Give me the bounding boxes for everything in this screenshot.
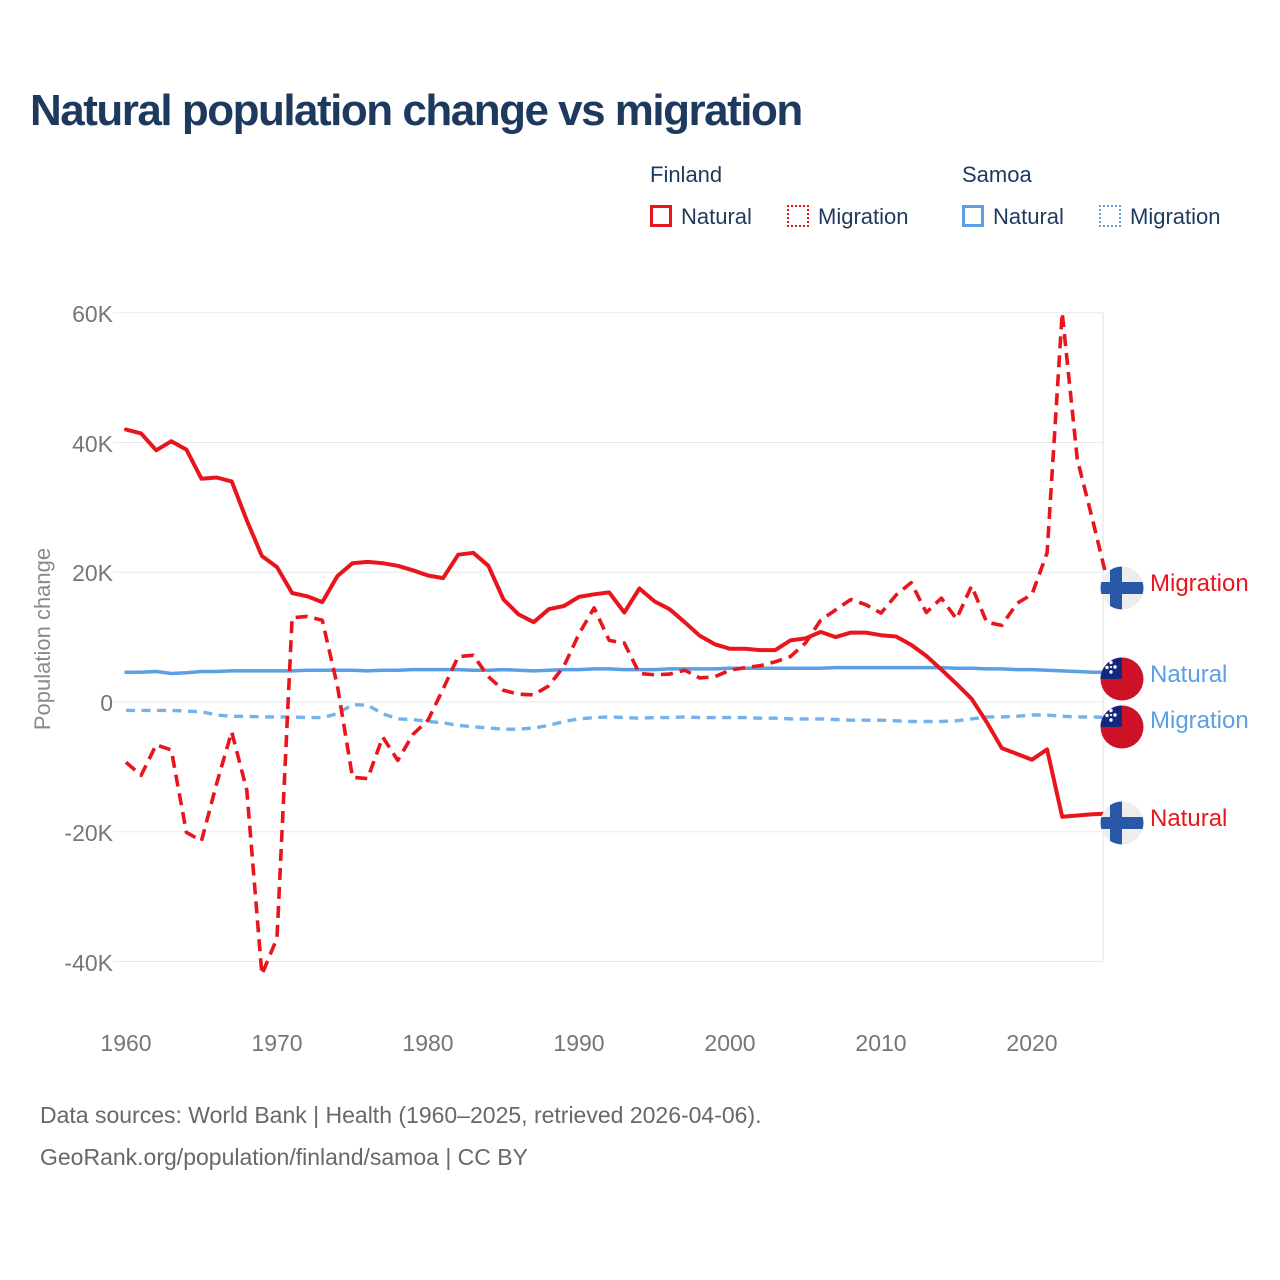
page-title: Natural population change vs migration <box>30 86 802 135</box>
x-tick-1990: 1990 <box>553 1030 605 1056</box>
y-tick-n20k: -20K <box>64 820 113 846</box>
finland_migration-line <box>126 313 1112 975</box>
samoa-flag-icon <box>1100 705 1144 749</box>
samoa_natural-line <box>126 668 1112 674</box>
legend-label: Natural <box>681 204 752 229</box>
y-axis-title: Population change <box>30 547 55 731</box>
legend-group-title-samoa: Samoa <box>962 162 1032 187</box>
samoa-flag-icon <box>1100 657 1144 701</box>
x-tick-1960: 1960 <box>100 1030 152 1056</box>
x-tick-2010: 2010 <box>855 1030 907 1056</box>
legend-item-finland-natural[interactable] <box>650 204 780 228</box>
end-label-text: Migration <box>1150 707 1249 734</box>
x-tick-2000: 2000 <box>704 1030 756 1056</box>
legend-item-samoa-migration[interactable] <box>1099 204 1249 228</box>
y-tick-20k: 20K <box>72 560 113 586</box>
x-tick-1980: 1980 <box>402 1030 454 1056</box>
x-tick-2020: 2020 <box>1006 1030 1058 1056</box>
finland-flag-icon <box>1100 801 1144 845</box>
footer-attribution: GeoRank.org/population/finland/samoa | CC BY <box>40 1144 528 1170</box>
finland-natural-swatch-icon <box>650 205 672 227</box>
footer-data-sources: Data sources: World Bank | Health (1960–2025, retrieved 2026-04-06). <box>40 1102 762 1128</box>
end-label-text: Migration <box>1150 570 1249 597</box>
samoa-natural-swatch-icon <box>962 205 984 227</box>
y-tick-60k: 60K <box>72 301 113 327</box>
y-tick-40k: 40K <box>72 431 113 457</box>
end-label-text: Natural <box>1150 661 1228 688</box>
finland-migration-swatch-icon <box>787 205 809 227</box>
legend-label: Migration <box>1130 204 1221 229</box>
x-tick-1970: 1970 <box>251 1030 303 1056</box>
samoa_migration-line <box>126 705 1112 730</box>
legend-label: Migration <box>818 204 909 229</box>
legend-group-title-finland: Finland <box>650 162 723 187</box>
legend-item-samoa-natural[interactable] <box>962 204 1092 228</box>
legend-item-finland-migration[interactable] <box>787 204 937 228</box>
finland-flag-icon <box>1100 566 1144 610</box>
y-tick-n40k: -40K <box>64 950 113 976</box>
samoa-migration-swatch-icon <box>1099 205 1121 227</box>
end-label-text: Natural <box>1150 805 1228 832</box>
legend-label: Natural <box>993 204 1064 229</box>
finland_natural-line <box>126 430 1112 817</box>
y-tick-0: 0 <box>100 690 113 716</box>
